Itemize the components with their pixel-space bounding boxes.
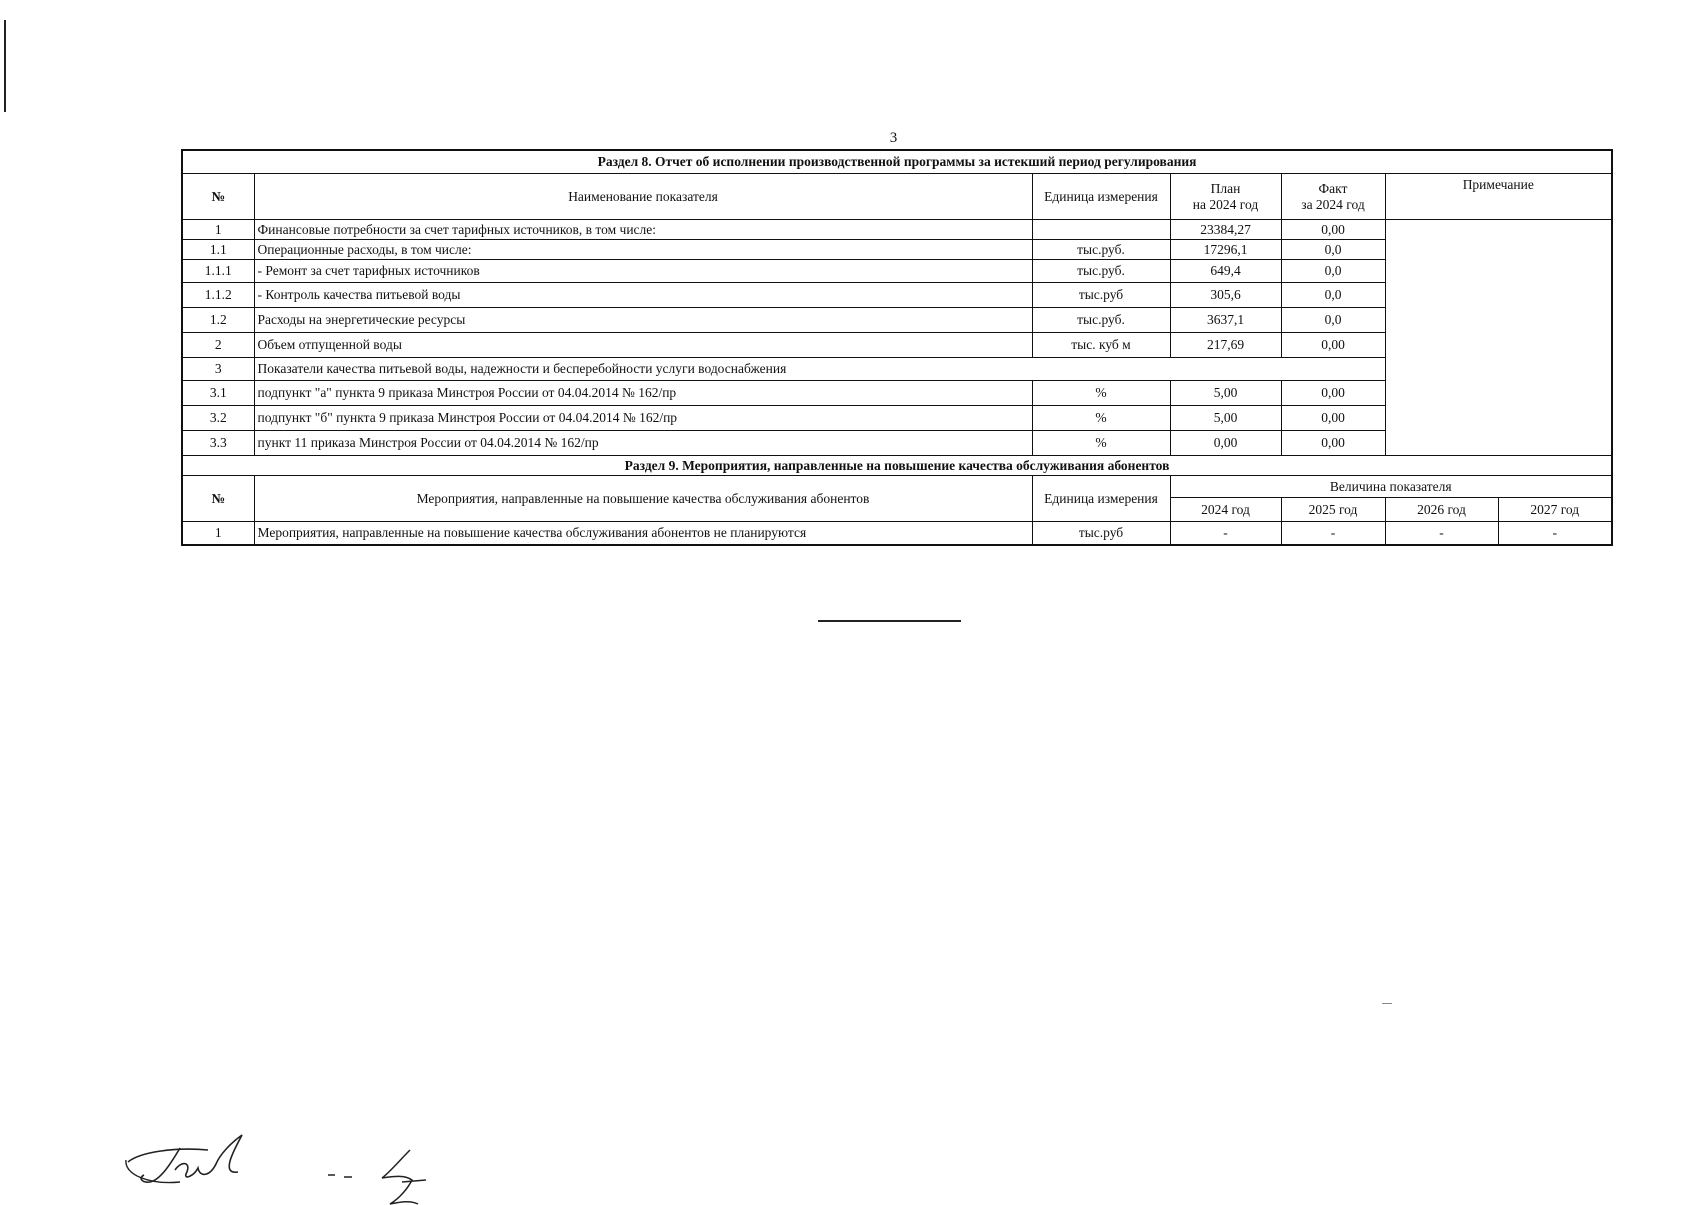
row-fact: 0,00 — [1281, 220, 1385, 240]
section9-header-row — [182, 476, 1612, 498]
row-unit: тыс.руб. — [1032, 260, 1170, 283]
header-plan-line2: на 2024 год — [1192, 196, 1259, 212]
section8-header-row — [182, 174, 1612, 220]
s9-year: 2024 год — [1170, 498, 1281, 522]
row-unit: тыс.руб. — [1032, 308, 1170, 333]
row-name: Мероприятия, направленные на повышение качества обслуживания абонентов не планируются — [254, 522, 1032, 546]
row-value: - — [1170, 522, 1281, 546]
note-cell — [1385, 220, 1612, 456]
section8-title: Раздел 8. Отчет об исполнении производственной программы за истекший период регулирования — [182, 150, 1612, 174]
row-unit: % — [1032, 381, 1170, 406]
row-unit: % — [1032, 431, 1170, 456]
row-plan: 5,00 — [1170, 381, 1281, 406]
header-plan — [1170, 174, 1281, 220]
row-plan: 5,00 — [1170, 406, 1281, 431]
table-row — [182, 522, 1612, 546]
s9-year: 2025 год — [1281, 498, 1385, 522]
row-num: 1.2 — [182, 308, 254, 333]
row-unit: тыс.руб — [1032, 522, 1170, 546]
row-unit: тыс. куб м — [1032, 333, 1170, 358]
header-fact-line1: Факт — [1318, 180, 1348, 196]
row-num: 1.1 — [182, 240, 254, 260]
row-fact: 0,00 — [1281, 431, 1385, 456]
row-value: - — [1498, 522, 1612, 546]
row-plan: 3637,1 — [1170, 308, 1281, 333]
header-num: № — [182, 174, 254, 220]
report-table — [181, 149, 1613, 546]
row-value: - — [1281, 522, 1385, 546]
row-unit: % — [1032, 406, 1170, 431]
header-fact — [1281, 174, 1385, 220]
row-num: 1 — [182, 522, 254, 546]
row-unit: тыс.руб. — [1032, 240, 1170, 260]
row-name: Показатели качества питьевой воды, надежности и бесперебойности услуги водоснабжения — [254, 358, 1385, 381]
s9-header-unit: Единица измерения — [1032, 476, 1170, 522]
scan-mark — [1382, 1003, 1392, 1004]
s9-header-value: Величина показателя — [1170, 476, 1612, 498]
row-plan: 649,4 — [1170, 260, 1281, 283]
section9-title-row — [182, 456, 1612, 476]
page-number: 3 — [889, 130, 898, 146]
row-name: подпункт "б" пункта 9 приказа Минстроя России от 04.04.2014 № 162/пр — [254, 406, 1032, 431]
separator-line — [818, 620, 961, 622]
row-name: - Контроль качества питьевой воды — [254, 283, 1032, 308]
row-unit — [1032, 220, 1170, 240]
scan-edge-line — [4, 20, 6, 112]
row-num: 2 — [182, 333, 254, 358]
row-plan: 217,69 — [1170, 333, 1281, 358]
row-plan: 23384,27 — [1170, 220, 1281, 240]
row-name: - Ремонт за счет тарифных источников — [254, 260, 1032, 283]
row-fact: 0,0 — [1281, 260, 1385, 283]
row-plan: 0,00 — [1170, 431, 1281, 456]
row-num: 1.1.2 — [182, 283, 254, 308]
row-name: Объем отпущенной воды — [254, 333, 1032, 358]
row-name: Финансовые потребности за счет тарифных источников, в том числе: — [254, 220, 1032, 240]
row-num: 3.2 — [182, 406, 254, 431]
row-plan: 305,6 — [1170, 283, 1281, 308]
handwritten-signature — [120, 1120, 460, 1205]
s9-year: 2026 год — [1385, 498, 1498, 522]
row-fact: 0,00 — [1281, 333, 1385, 358]
header-name: Наименование показателя — [254, 174, 1032, 220]
row-num: 3.1 — [182, 381, 254, 406]
s9-header-name: Мероприятия, направленные на повышение качества обслуживания абонентов — [254, 476, 1032, 522]
row-plan: 17296,1 — [1170, 240, 1281, 260]
row-num: 3.3 — [182, 431, 254, 456]
section9-title: Раздел 9. Мероприятия, направленные на повышение качества обслуживания абонентов — [182, 456, 1612, 476]
table-row — [182, 220, 1612, 240]
row-name: пункт 11 приказа Минстроя России от 04.04.2014 № 162/пр — [254, 431, 1032, 456]
row-fact: 0,0 — [1281, 240, 1385, 260]
row-fact: 0,0 — [1281, 283, 1385, 308]
row-num: 1.1.1 — [182, 260, 254, 283]
header-note: Примечание — [1385, 174, 1612, 220]
row-name: Операционные расходы, в том числе: — [254, 240, 1032, 260]
s9-year: 2027 год — [1498, 498, 1612, 522]
row-fact: 0,0 — [1281, 308, 1385, 333]
section8-title-row — [182, 150, 1612, 174]
row-fact: 0,00 — [1281, 381, 1385, 406]
header-fact-line2: за 2024 год — [1301, 196, 1365, 212]
s9-header-num: № — [182, 476, 254, 522]
row-unit: тыс.руб — [1032, 283, 1170, 308]
row-fact: 0,00 — [1281, 406, 1385, 431]
row-name: подпункт "а" пункта 9 приказа Минстроя России от 04.04.2014 № 162/пр — [254, 381, 1032, 406]
header-unit: Единица измерения — [1032, 174, 1170, 220]
row-value: - — [1385, 522, 1498, 546]
row-num: 3 — [182, 358, 254, 381]
row-name: Расходы на энергетические ресурсы — [254, 308, 1032, 333]
header-plan-line1: План — [1210, 180, 1241, 196]
row-num: 1 — [182, 220, 254, 240]
